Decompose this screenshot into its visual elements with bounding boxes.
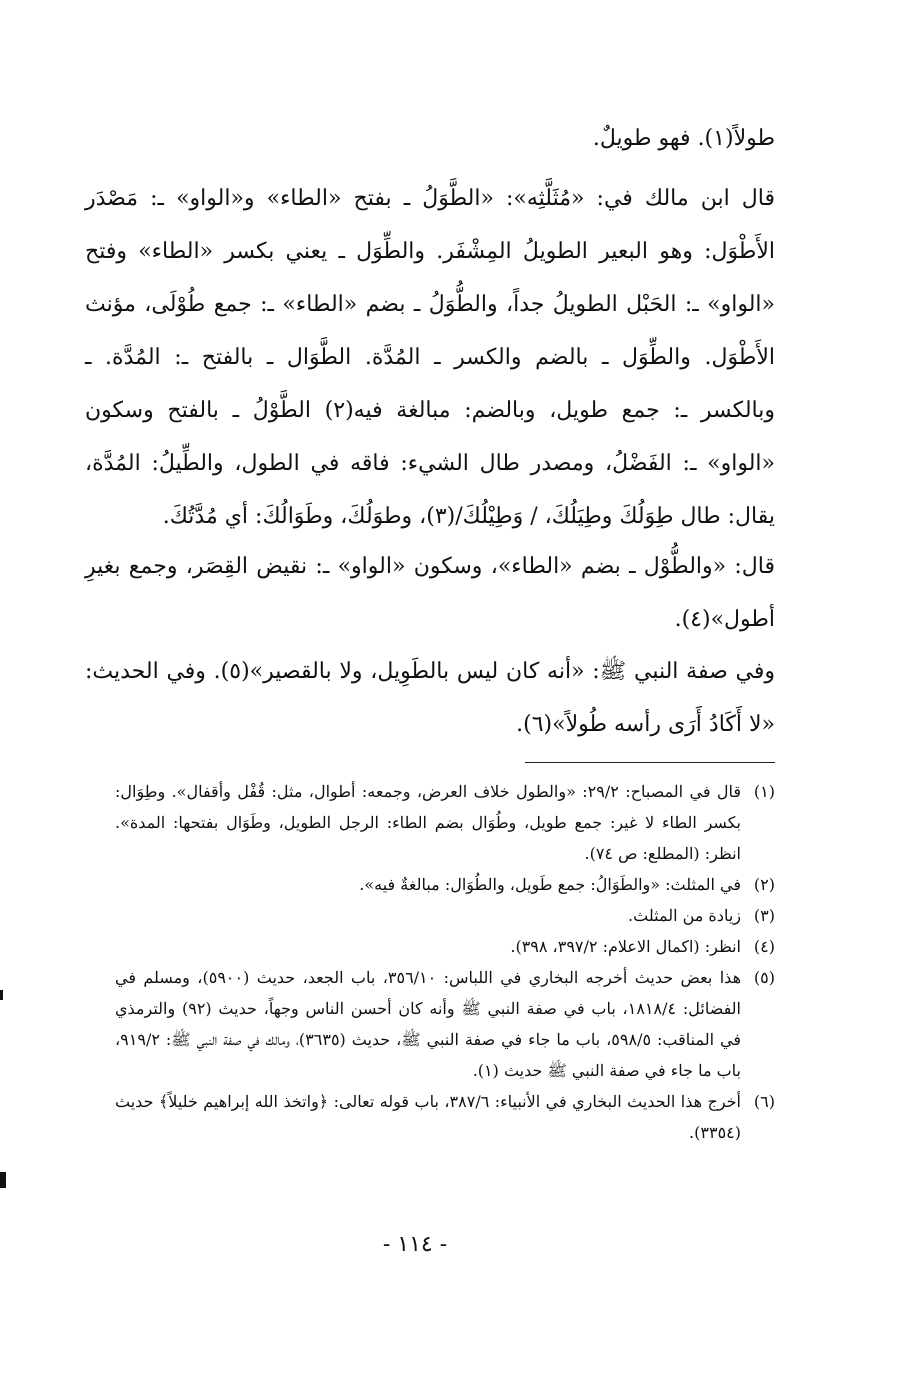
scan-edge-mark [0, 990, 3, 1000]
footnote-text: زيادة من المثلث. [628, 906, 741, 925]
footnote-2 [115, 869, 775, 900]
footnote-text: أخرج هذا الحديث البخاري في الأنبياء: ٣٨٧/٦، باب قوله تعالى: ﴿واتخذ الله إبراهيم خليلاً﴾ حديث (٣٣٥٤). [115, 1092, 742, 1142]
body-paragraph-2: قال ابن مالك في: «مُثَلَّثِه»: «الطَّوَلُ ـ بفتح «الطاء» و«الواو» ـ: مَصْدَر الأَطْوَل: وهو البعير الطويلُ المِشْفَر. والطِّوَل ـ يعني بكسر «الطاء» وفتح «الواو» ـ: الحَبْل الطويلُ جداً، والطُّوَلُ ـ بضم «الطاء» ـ: جمع طُوْلَى، مؤنث الأَطْوَل. والطِّوَل ـ بالضم والكسر ـ المُدَّة. الطَّوَال ـ بالفتح ـ: المُدَّة. ـ وبالكسر ـ: جمع طويل، وبالضم: مبالغة فيه(٢) الطَّوْلُ ـ بالفتح وسكون «الواو» ـ: الفَضْلُ، ومصدر طال الشيء: فاقه في الطول، والطِّيلُ: المُدَّة، يقال: طال طِوَلُكَ وطِيَلُكَ، / وَطِيْلُكَ/(٣)، وطوَلُكَ، وطَوَالُكَ: أي مُدَّتُكَ. [85, 186, 775, 529]
body-paragraph-4: وفي صفة النبي ﷺ: «أنه كان ليس بالطَوِيل، ولا بالقصير»(٥). وفي الحديث: «لا أَكَادُ أَرَى رأسه طُولاً»(٦). [85, 659, 775, 737]
footnote-6 [115, 1086, 775, 1148]
footnote-1 [115, 776, 775, 869]
body-paragraph-1: طولاً(١). فهو طويلٌ. [592, 126, 775, 151]
footnote-5 [115, 962, 775, 1086]
footnotes [115, 776, 775, 1148]
footnote-number: (٣) [753, 906, 775, 925]
footnote-number: (٤) [753, 937, 775, 956]
footnote-number: (١) [753, 782, 775, 801]
scan-edge-mark [0, 1172, 6, 1188]
body-paragraph-3: قال: «والطُّوْل ـ بضم «الطاء»، وسكون «الواو» ـ: نقيض القِصَر، وجمع بغيرِ أطول»(٤). [85, 554, 775, 632]
page-number: - ١١٤ - [382, 1232, 448, 1257]
footnote-text: انظر: (اكمال الاعلام: ٣٩٧/٢، ٣٩٨). [510, 937, 741, 956]
footnote-number: (٦) [753, 1092, 775, 1111]
footnote-number: (٢) [753, 875, 775, 894]
footnote-3 [115, 900, 775, 931]
footnote-number: (٥) [753, 968, 775, 987]
footnote-text: قال في المصباح: ٢٩/٢: «والطول خلاف العرض، وجمعه: أطوال، مثل: قُفْل وأقفال». وطِوَال: بكسر الطاء لا غير: جمع طويل، وطُوَال بضم الطاء: الرجل الطويل، وطَوَال بفتحها: المدة». انظر: (المطلع: ص ٧٤). [115, 782, 742, 863]
footnote-text: هذا بعض حديث أخرجه البخاري في اللباس: ٣٥٦/١٠، باب الجعد، حديث (٥٩٠٠)، ومسلم في الفضائل: ١٨١٨/٤، باب في صفة النبي ﷺ وأنه كان أحسن الناس وجهاً، حديث (٩٢) والترمذي في المناقب: ٥٩٨/٥، باب ما جاء في صفة النبي ﷺ، حديث (٣٦٣٥)، ومالك في صفة النبي ﷺ: ٩١٩/٢، باب ما جاء في صفة النبي ﷺ حديث (١). [115, 968, 742, 1080]
footnote-4 [115, 931, 775, 962]
footnote-text: في المثلث: «والطَوَالُ: جمع طَويل، والطُوَال: مبالغةٌ فيه». [359, 875, 741, 894]
footnote-separator [525, 762, 775, 763]
